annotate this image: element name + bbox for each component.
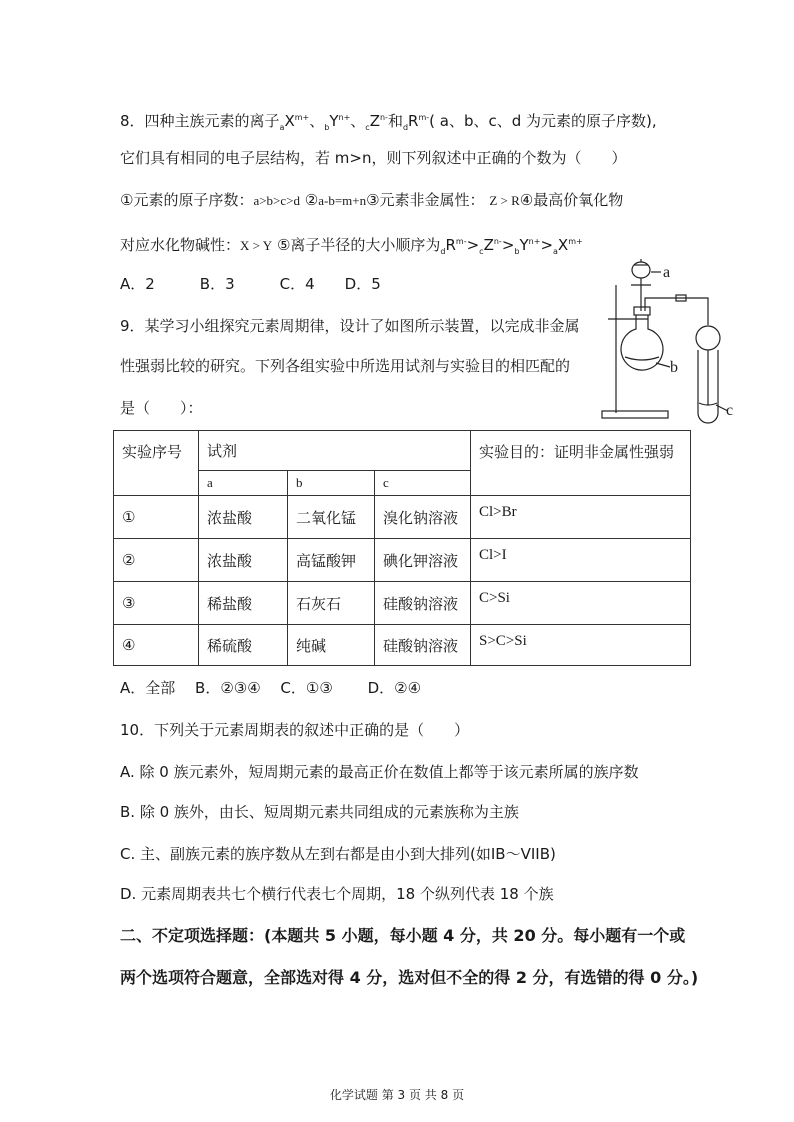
table-row [114, 582, 691, 625]
row-purpose: S>C>Si [471, 625, 691, 666]
header-purpose: 实验目的：证明非金属性强弱 [471, 431, 691, 496]
row-a: 稀盐酸 [199, 582, 288, 625]
header-a: a [199, 471, 288, 496]
row-c: 硅酸钠溶液 [375, 625, 471, 666]
q9-options: A．全部 B．②③④ C．①③ D．②④ [120, 679, 422, 697]
q10-stem: 10．下列关于元素周期表的叙述中正确的是（ ） [120, 721, 470, 739]
row-seq: ② [114, 539, 199, 582]
row-seq: ① [114, 496, 199, 539]
header-seq: 实验序号 [114, 431, 199, 496]
q10-option-c: C. 主、副族元素的族序数从左到右都是由小到大排列(如ⅠB～VIIB) [120, 845, 556, 863]
row-c: 硅酸钠溶液 [375, 582, 471, 625]
section2-line2: 两个选项符合题意，全部选对得 4 分，选对但不全的得 2 分，有选错的得 0 分。) [120, 968, 699, 987]
row-a: 稀硫酸 [199, 625, 288, 666]
round-flask [621, 315, 663, 370]
table-row [114, 625, 691, 666]
q8-options: A．2 B．3 C．4 D．5 [120, 275, 381, 293]
q8-line3: ①元素的原子序数：a>b>c>d ②a-b=m+n③元素非金属性： Z > R④最高价氧化物 [120, 191, 624, 209]
row-seq: ③ [114, 582, 199, 625]
stand-base [602, 411, 668, 418]
pointer-b [656, 363, 670, 367]
row-b: 纯碱 [288, 625, 375, 666]
table-header-row [114, 431, 691, 471]
q9-line3: 是（ ）： [120, 399, 203, 417]
row-purpose: Cl>Br [471, 496, 691, 539]
row-seq: ④ [114, 625, 199, 666]
experiment-table [113, 430, 691, 666]
row-b: 高锰酸钾 [288, 539, 375, 582]
q8-line4: 对应水化物碱性：X > Y ⑤离子半径的大小顺序为$_dR^{m-}>_cZ^{n-}>_bY^{n+}>_aX^{m+}$ [120, 236, 583, 256]
apparatus-diagram [598, 255, 758, 425]
label-c: c [726, 402, 734, 419]
label-b: b [670, 359, 678, 376]
q10-option-b: B. 除 0 族外，由长、短周期元素共同组成的元素族称为主族 [120, 803, 519, 821]
section2-line1: 二、不定项选择题：(本题共 5 小题，每小题 4 分，共 20 分。每小题有一个或 [120, 926, 686, 945]
q9-line1: 9．某学习小组探究元素周期律，设计了如图所示装置，以完成非金属 [120, 317, 580, 335]
row-b: 二氧化锰 [288, 496, 375, 539]
table-row [114, 539, 691, 582]
label-a: a [663, 264, 671, 281]
row-purpose: Cl>I [471, 539, 691, 582]
q8-line2: 它们具有相同的电子层结构，若 m>n，则下列叙述中正确的个数为（ ） [120, 149, 627, 167]
row-a: 浓盐酸 [199, 539, 288, 582]
row-b: 石灰石 [288, 582, 375, 625]
header-b: b [288, 471, 375, 496]
q9-line2: 性强弱比较的研究。下列各组实验中所选用试剂与实验目的相匹配的 [120, 357, 571, 375]
funnel-bulb [632, 262, 650, 278]
page-footer: 化学试题 第 3 页 共 8 页 [329, 1088, 465, 1102]
header-reagent: 试剂 [199, 431, 471, 471]
row-a: 浓盐酸 [199, 496, 288, 539]
header-c: c [375, 471, 471, 496]
delivery-tube [645, 298, 708, 325]
q10-option-d: D. 元素周期表共七个横行代表七个周期，18 个纵列代表 18 个族 [120, 885, 554, 903]
q10-option-a: A. 除 0 族元素外，短周期元素的最高正价在数值上都等于该元素所属的族序数 [120, 763, 639, 781]
drying-bulb [696, 326, 720, 350]
row-c: 溴化钠溶液 [375, 496, 471, 539]
row-purpose: C>Si [471, 582, 691, 625]
table-row [114, 496, 691, 539]
row-c: 碘化钾溶液 [375, 539, 471, 582]
q8-line1: 8．四种主族元素的离子$_aX^{m+}$、$_bY^{n+}$、$_cZ^{n-}$和$_dR^{m-}$( a、b、c、d 为元素的原子序数), [120, 112, 657, 132]
